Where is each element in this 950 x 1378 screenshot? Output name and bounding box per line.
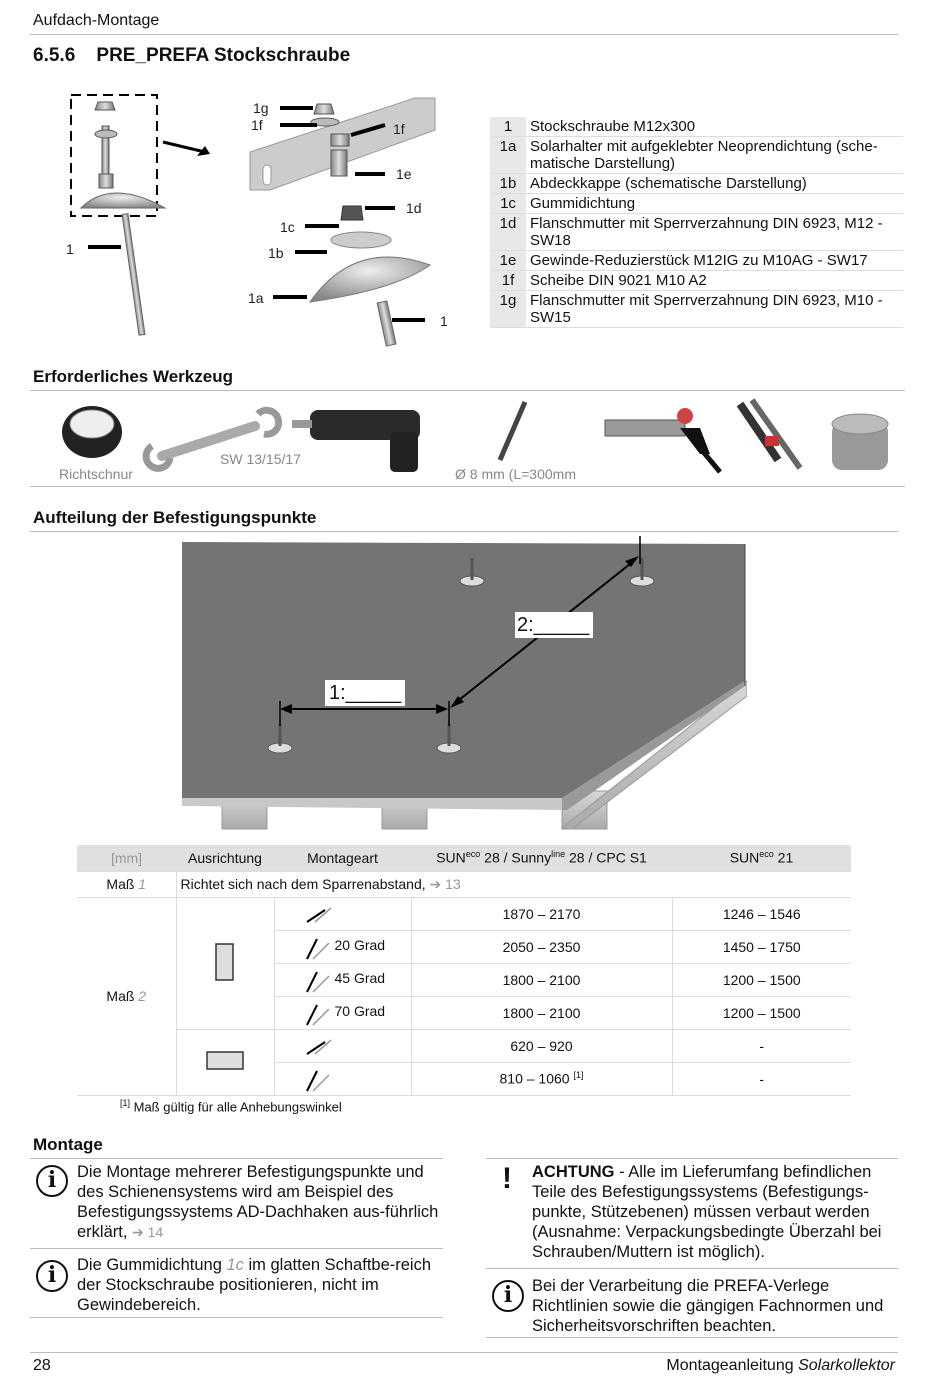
part-number: 1b — [490, 174, 526, 194]
part-number: 1f — [490, 271, 526, 291]
col-mounting: Montageart — [274, 845, 411, 871]
part-description: Solarhalter mit aufgeklebter Neoprendichtung (sche-matische Darstellung) — [526, 137, 903, 174]
mass1-row — [77, 871, 851, 897]
note-gummidichtung: Die Gummidichtung 1c im glatten Schaftbe-reich der Stockschraube positionieren, nicht im Gewindebereich. — [77, 1256, 432, 1314]
angle-label: 45 Grad — [334, 970, 386, 987]
layout-rule — [30, 531, 898, 532]
footer-rule — [30, 1352, 898, 1353]
info-icon: i — [36, 1260, 68, 1292]
value-sun21: 1200 – 1500 — [672, 963, 851, 996]
vertical-collector-icon — [214, 942, 236, 982]
page-ref-13[interactable]: ➔ 13 — [429, 875, 461, 892]
warning-icon: ! — [502, 1162, 512, 1195]
part-description: Stockschraube M12x300 — [526, 117, 903, 137]
label-1b: 1b — [268, 245, 284, 261]
tools-rule-top — [30, 390, 905, 391]
mounting-type — [274, 897, 411, 930]
label-1c: 1c — [280, 219, 295, 235]
mounting-type — [274, 1062, 411, 1095]
caulking-gun-icon — [605, 408, 720, 472]
page-ref-14[interactable]: ➔ 14 — [132, 1224, 164, 1240]
parts-row — [490, 271, 903, 291]
parts-row — [490, 137, 903, 174]
info-icon: i — [492, 1280, 524, 1312]
dimension-2-label: 2:_____ — [517, 614, 590, 636]
mass2-label: Maß 2 — [77, 897, 176, 1095]
mounting-type — [274, 1029, 411, 1062]
value-sun28: 1800 – 2100 — [411, 996, 672, 1029]
value-sun28: 810 – 1060 [1] — [411, 1062, 672, 1095]
dimension-row — [77, 897, 851, 930]
mass1-label: Maß 1 — [77, 871, 176, 897]
elevated-mount-icon — [303, 1065, 333, 1093]
mounting-type — [274, 930, 411, 963]
table-footnote: [1] Maß gültig für alle Anhebungswinkel — [120, 1098, 342, 1115]
warn-rule-bottom — [486, 1337, 898, 1338]
part-number: 1g — [490, 291, 526, 328]
value-sun28: 2050 – 2350 — [411, 930, 672, 963]
montage-rule-2 — [30, 1248, 443, 1249]
footer-title: Montageanleitung Solarkollektor — [666, 1357, 895, 1374]
parts-row — [490, 214, 903, 251]
parts-row — [490, 174, 903, 194]
layout-heading: Aufteilung der Befestigungspunkte — [33, 508, 317, 527]
tape-roll-icon — [832, 414, 888, 470]
col-sun28: $SUN^{eco}$ 28 / Sunny$^{line}$ 28 / CPC S1 — [411, 845, 672, 871]
montage-rule-1 — [30, 1158, 443, 1159]
value-sun28: 1800 – 2100 — [411, 963, 672, 996]
part-description: Flanschmutter mit Sperrverzahnung DIN 6923, M12 - SW18 — [526, 214, 903, 251]
section-name: PRE_PREFA Stockschraube — [96, 45, 351, 66]
horizontal-collector-icon — [205, 1050, 245, 1072]
label-1f-a: 1f — [251, 117, 263, 133]
parts-row — [490, 251, 903, 271]
col-orientation: Ausrichtung — [176, 845, 274, 871]
part-description: Gummidichtung — [526, 194, 903, 214]
part-number: 1a — [490, 137, 526, 174]
value-sun28: 1870 – 2170 — [411, 897, 672, 930]
value-sun21: - — [672, 1029, 851, 1062]
elevated-mount-icon — [303, 966, 333, 994]
drill-bit-icon — [500, 402, 525, 460]
parts-row — [490, 194, 903, 214]
tool-caption-drill-bit: Ø 8 mm (L=300mm — [455, 466, 576, 482]
value-sun21: 1246 – 1546 — [672, 897, 851, 930]
col-sun21: $SUN^{eco}$ 21 — [672, 845, 851, 871]
section-number: 6.5.6 — [33, 45, 76, 66]
warn-rule-mid — [486, 1268, 898, 1269]
orientation-horizontal — [176, 1029, 274, 1095]
label-1d: 1d — [406, 200, 422, 216]
value-sun21: 1450 – 1750 — [672, 930, 851, 963]
part-number: 1c — [490, 194, 526, 214]
value-sun21: 1200 – 1500 — [672, 996, 851, 1029]
value-sun28: 620 – 920 — [411, 1029, 672, 1062]
tools-rule-bottom — [30, 486, 905, 487]
orientation-vertical — [176, 897, 274, 1029]
flat-mount-icon — [303, 900, 333, 928]
dimension-row — [77, 1029, 851, 1062]
label-1-left: 1 — [66, 241, 74, 257]
roof-illustration — [182, 536, 747, 831]
dimension-table-header — [77, 845, 851, 871]
mass1-text: Richtet sich nach dem Sparrenabstand, ➔ 13 — [176, 871, 851, 897]
seaming-pliers-icon — [740, 400, 800, 468]
dimension-1-label: 1:_____ — [329, 682, 402, 704]
dimension-table — [77, 845, 851, 1096]
drill-icon — [292, 410, 420, 472]
montage-rule-3 — [30, 1317, 443, 1318]
parts-table — [490, 117, 903, 328]
tool-caption-richtschnur: Richtschnur — [59, 466, 133, 482]
elevated-mount-icon — [303, 933, 333, 961]
header-rule — [30, 34, 898, 35]
parts-row — [490, 117, 903, 137]
part-number: 1d — [490, 214, 526, 251]
label-1e: 1e — [396, 166, 412, 182]
flat-mount-icon — [303, 1032, 333, 1060]
warn-rule-top — [486, 1158, 898, 1159]
section-title — [33, 45, 350, 67]
angle-label: 20 Grad — [334, 937, 386, 954]
label-1a: 1a — [248, 290, 264, 306]
info-icon: i — [36, 1165, 68, 1197]
note-prefa: Bei der Verarbeitung die PREFA-Verlege Richtlinien sowie die gängigen Fachnormen und Sicherheitsvorschriften beachten. — [532, 1277, 884, 1335]
part-number: 1 — [490, 117, 526, 137]
tools-heading: Erforderliches Werkzeug — [33, 367, 233, 386]
montage-heading: Montage — [33, 1135, 103, 1154]
part-number: 1e — [490, 251, 526, 271]
part-description: Abdeckkappe (schematische Darstellung) — [526, 174, 903, 194]
label-1g: 1g — [253, 100, 269, 116]
mounting-type — [274, 996, 411, 1029]
parts-row — [490, 291, 903, 328]
angle-label: 70 Grad — [334, 1003, 386, 1020]
label-1-bottom: 1 — [440, 313, 448, 329]
label-1f-b: 1f — [393, 121, 405, 137]
part-description: Scheibe DIN 9021 M10 A2 — [526, 271, 903, 291]
col-unit: [mm] — [77, 845, 176, 871]
part-description: Gewinde-Reduzierstück M12IG zu M10AG - SW17 — [526, 251, 903, 271]
string-line-icon — [62, 406, 122, 458]
tool-caption-wrench: SW 13/15/17 — [220, 451, 301, 467]
part-description: Flanschmutter mit Sperrverzahnung DIN 6923, M10 - SW15 — [526, 291, 903, 328]
running-header: Aufdach-Montage — [33, 12, 160, 29]
note-montage: Die Montage mehrerer Befestigungspunkte und des Schienensystems wird am Beispiel des Befestigungssystems AD-Dachhaken aus-führlich erklärt, ➔ 14 — [77, 1163, 439, 1241]
note-achtung: ACHTUNG - Alle im Lieferumfang befindlichen Teile des Befestigungssystems (Befestigungs-punkte, Stützebenen) müssen verbaut werden (Ausnahme: Verpackungsbedingte Überzahl bei Schrauben/Muttern ist möglich). — [532, 1163, 882, 1261]
mounting-type — [274, 963, 411, 996]
value-sun21: - — [672, 1062, 851, 1095]
page-number: 28 — [33, 1357, 51, 1374]
elevated-mount-icon — [303, 999, 333, 1027]
